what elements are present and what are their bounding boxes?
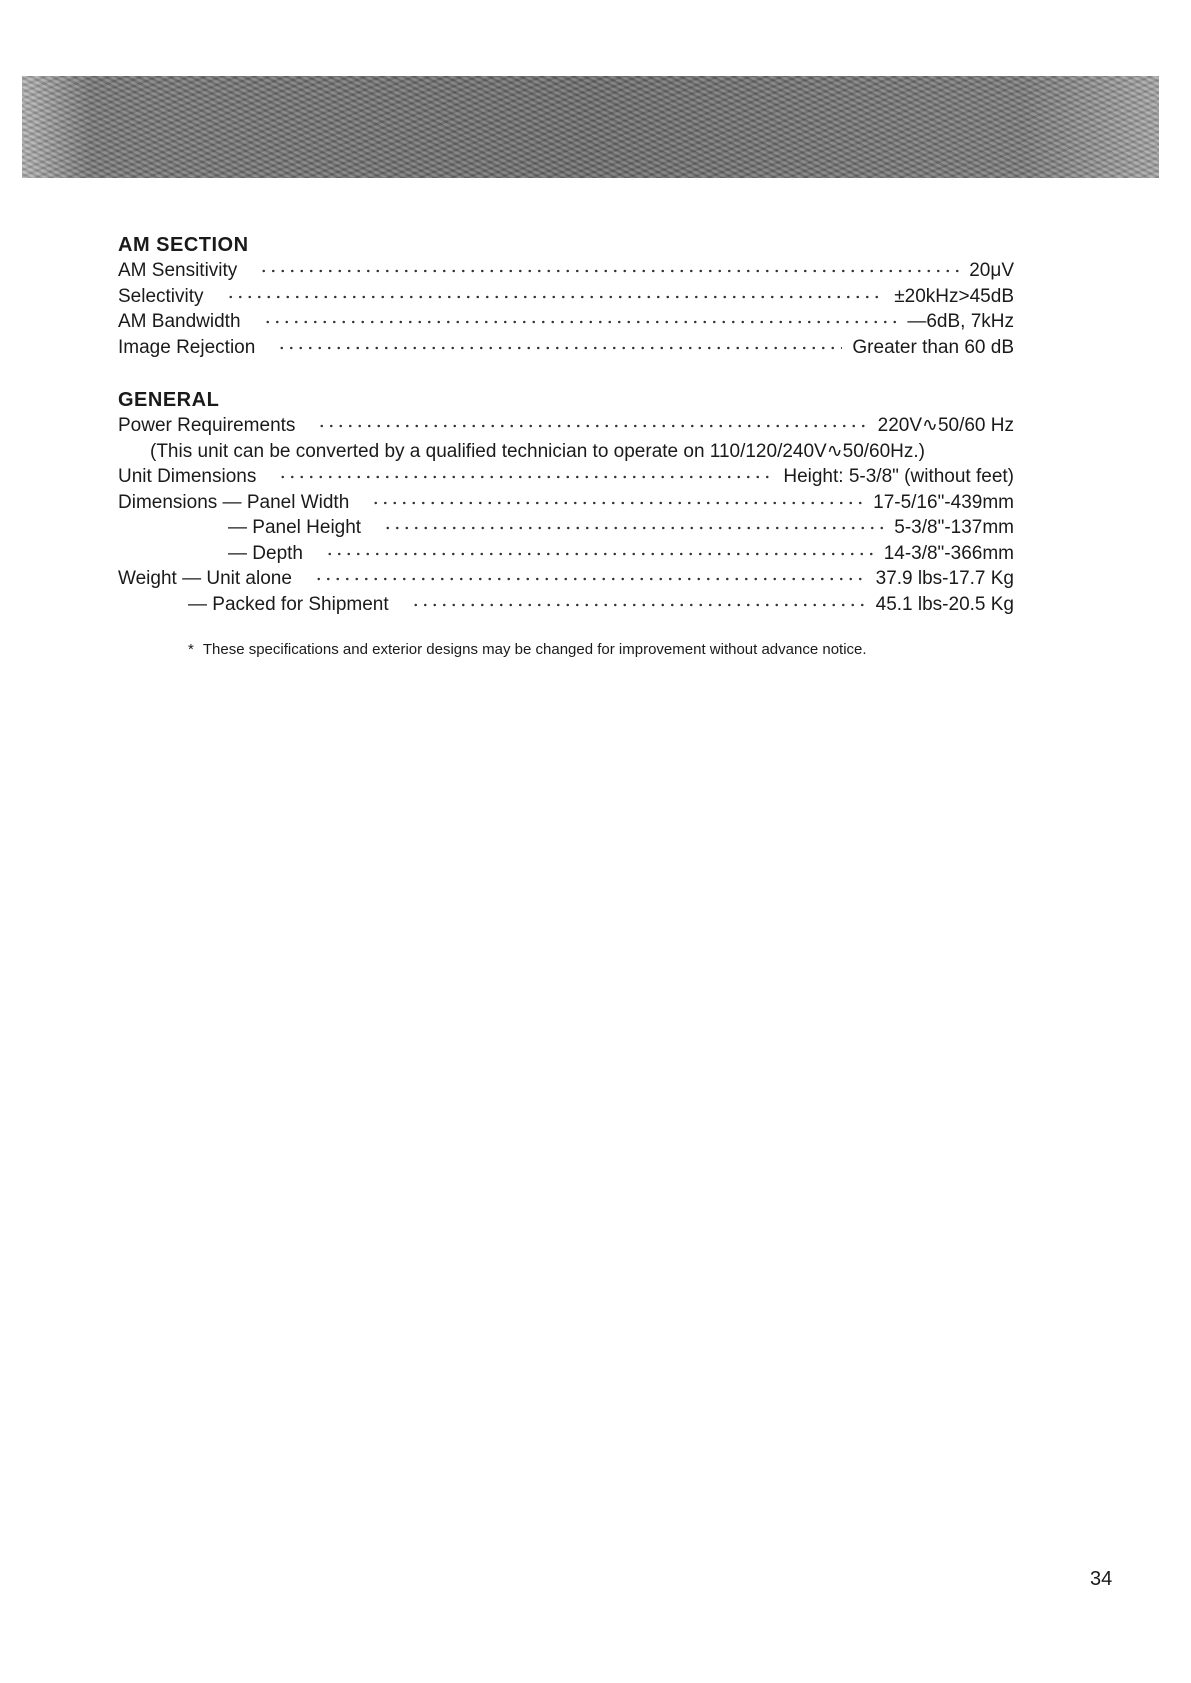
unit-alone-label: — Unit alone (182, 568, 292, 589)
spec-label: — Packed for Shipment (188, 593, 389, 615)
spec-value: 14-3/8"-366mm (883, 542, 1014, 564)
footnote (188, 641, 867, 658)
spec-label: — Depth (228, 542, 303, 564)
spec-value: —6dB, 7kHz (907, 311, 1014, 332)
spec-row-unit-dimensions (118, 464, 1014, 490)
spec-value: 220V∿50/60 Hz (877, 415, 1014, 436)
general-section-title: GENERAL (118, 389, 220, 411)
dot-leader (411, 603, 866, 607)
dot-leader (371, 501, 863, 505)
dot-leader (277, 346, 842, 350)
spec-row-selectivity (118, 284, 1014, 310)
am-section-title: AM SECTION (118, 234, 249, 256)
dot-leader (263, 320, 898, 324)
spec-label: Selectivity (118, 285, 204, 307)
spec-value: Height: 5-3/8" (without feet) (783, 466, 1014, 487)
header-banner (22, 76, 1159, 178)
weight-label: Weight (118, 568, 177, 589)
dot-leader (226, 295, 885, 299)
dot-leader (278, 475, 773, 479)
spec-label: AM Sensitivity (118, 260, 238, 281)
spec-value: ±20kHz>45dB (894, 285, 1014, 307)
specifications-content (118, 232, 1014, 617)
spec-row-weight-unit-alone (118, 566, 1014, 592)
spec-label (118, 566, 292, 592)
spec-label: AM Bandwidth (118, 311, 241, 332)
spec-value: 37.9 lbs-17.7 Kg (875, 568, 1014, 589)
spec-value: 45.1 lbs-20.5 Kg (875, 593, 1014, 615)
dot-leader (317, 424, 867, 428)
spec-row-am-bandwidth (118, 309, 1014, 335)
spec-label (118, 490, 349, 516)
spec-label: Power Requirements (118, 415, 296, 436)
page-number: 34 (1090, 1568, 1113, 1590)
footnote-marker: * (188, 641, 194, 658)
spec-row-image-rejection (118, 335, 1014, 361)
dot-leader (383, 526, 884, 530)
spec-row-panel-height (118, 515, 1014, 541)
spec-row-depth (118, 541, 1014, 567)
spec-row-power-requirements (118, 413, 1014, 439)
spec-label: Image Rejection (118, 336, 256, 358)
dimensions-label: Dimensions (118, 491, 218, 513)
spec-value: 5-3/8"-137mm (894, 517, 1014, 538)
dot-leader (314, 577, 866, 581)
dot-leader (259, 269, 959, 273)
spec-value: Greater than 60 dB (852, 336, 1014, 358)
spec-label: Unit Dimensions (118, 466, 257, 487)
spec-label: — Panel Height (228, 517, 362, 538)
panel-width-label: — Panel Width (222, 491, 350, 513)
footnote-text: These specifications and exterior designs may be changed for improvement without advance notice. (202, 641, 867, 658)
spec-value: 17-5/16"-439mm (873, 491, 1014, 513)
spec-row-am-sensitivity (118, 258, 1014, 284)
spec-row-weight-packed (118, 592, 1014, 618)
spec-row-panel-width (118, 490, 1014, 516)
conversion-note: (This unit can be converted by a qualified technician to operate on 110/120/240V∿50/60Hz.) (150, 440, 926, 462)
dot-leader (325, 552, 874, 556)
spec-value: 20μV (969, 260, 1014, 281)
